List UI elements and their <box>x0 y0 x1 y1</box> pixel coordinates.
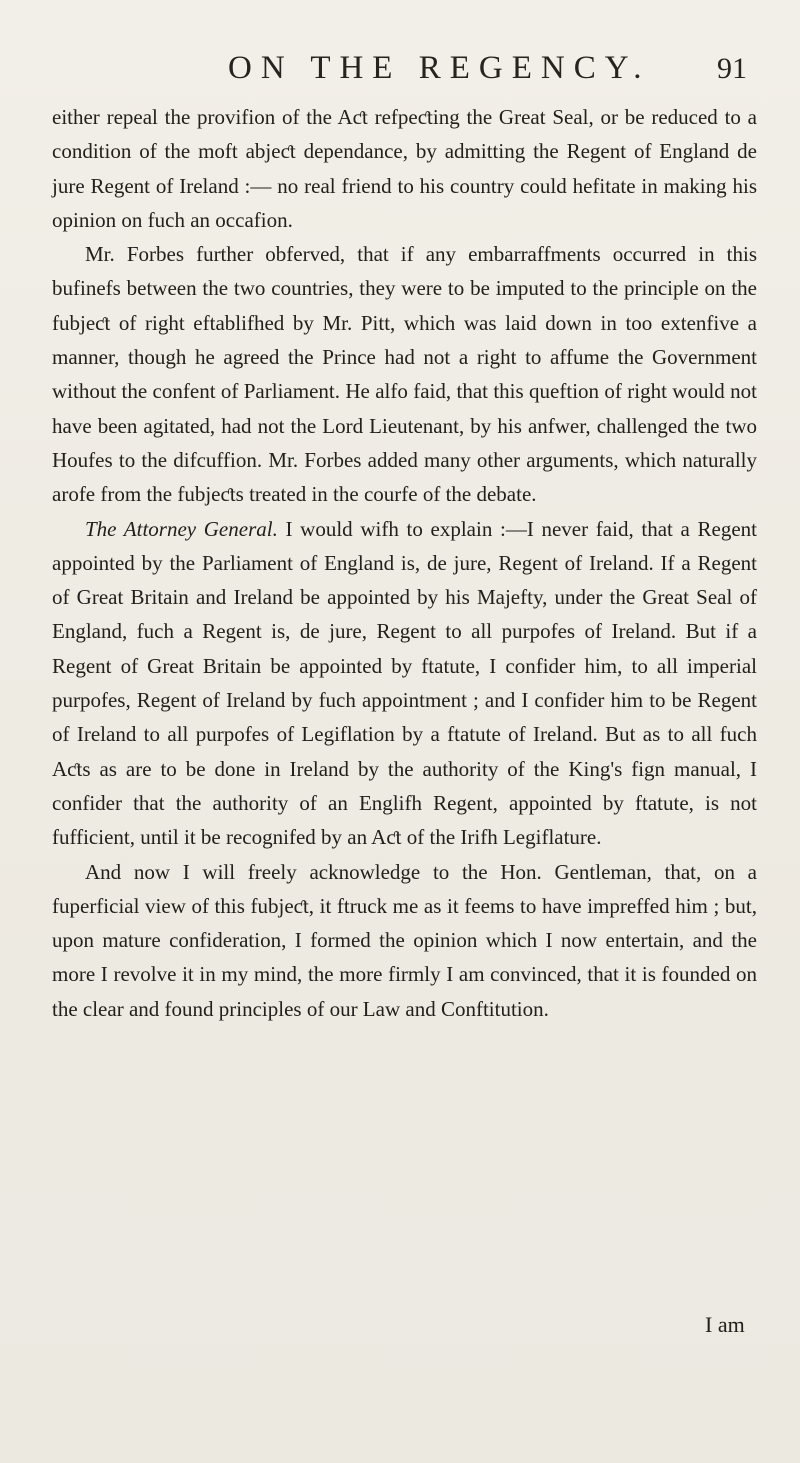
paragraph-text: Mr. Forbes further obferved, that if any embarraffments occurred in this bufinefs between the two countries, they were to be imputed to the principle on the fubjeƈt of right eftablifhed by Mr. Pitt, which was laid down in too extenfive a manner, though he agreed the Prince had not a right to affume the Government without the confent of Parliament. He alfo faid, that this queftion of right would not have been agitated, had not the Lord Lieutenant, by his anfwer, challenged the two Houfes to the difcuffion. Mr. Forbes added many other arguments, which naturally arofe from the fubjeƈts treated in the courfe of the debate. <box>52 242 757 507</box>
paragraph-continuation <box>52 100 757 237</box>
page-number: 91 <box>717 52 747 85</box>
speaker-name: The Attorney General. <box>85 516 278 541</box>
paragraph-acknowledgement <box>52 855 757 1026</box>
paragraph-text: either repeal the provifion of the Aƈt refpeƈting the Great Seal, or be reduced to a condition of the moft abjeƈt dependance, by admitting the Regent of England de jure Regent of Ireland :— no real friend to his country could hefitate in making his opinion on fuch an occafion. <box>52 105 757 232</box>
paragraph-attorney-general <box>52 512 757 855</box>
paragraph-text: I would wifh to explain :—I never faid, that a Regent appointed by the Parliament of England is, de jure, Regent of Ireland. If a Regent of Great Britain and Ireland be appointed by his Majefty, under the Great Seal of England, fuch a Regent is, de jure, Regent to all purpofes of Ireland. But if a Regent of Great Britain be appointed by ftatute, I confider him, to all imperial purpofes, Regent of Ireland by fuch appointment ; and I confider him to be Regent of Ireland to all purpofes of Legiflation by a ftatute of Ireland. But as to all fuch Aƈts as are to be done in Ireland by the authority of the King's fign manual, I confider that the authority of an Englifh Regent, appointed by ftatute, is not fufficient, until it be recognifed by an Aƈt of the Irifh Legiflature. <box>52 516 757 850</box>
catchword: I am <box>705 1312 745 1337</box>
body-text <box>52 100 757 1026</box>
paragraph-text: And now I will freely acknowledge to the Hon. Gentleman, that, on a fuperficial view of this fubjeƈt, it ftruck me as it feems to have impreffed him ; but, upon mature confideration, I formed the opinion which I now entertain, and the more I revolve it in my mind, the more firmly I am convinced, that it is founded on the clear and found principles of our Law and Conftitution. <box>52 859 757 1021</box>
paragraph-forbes <box>52 237 757 511</box>
running-title: ON THE REGENCY. <box>228 50 651 86</box>
running-head <box>0 50 800 90</box>
